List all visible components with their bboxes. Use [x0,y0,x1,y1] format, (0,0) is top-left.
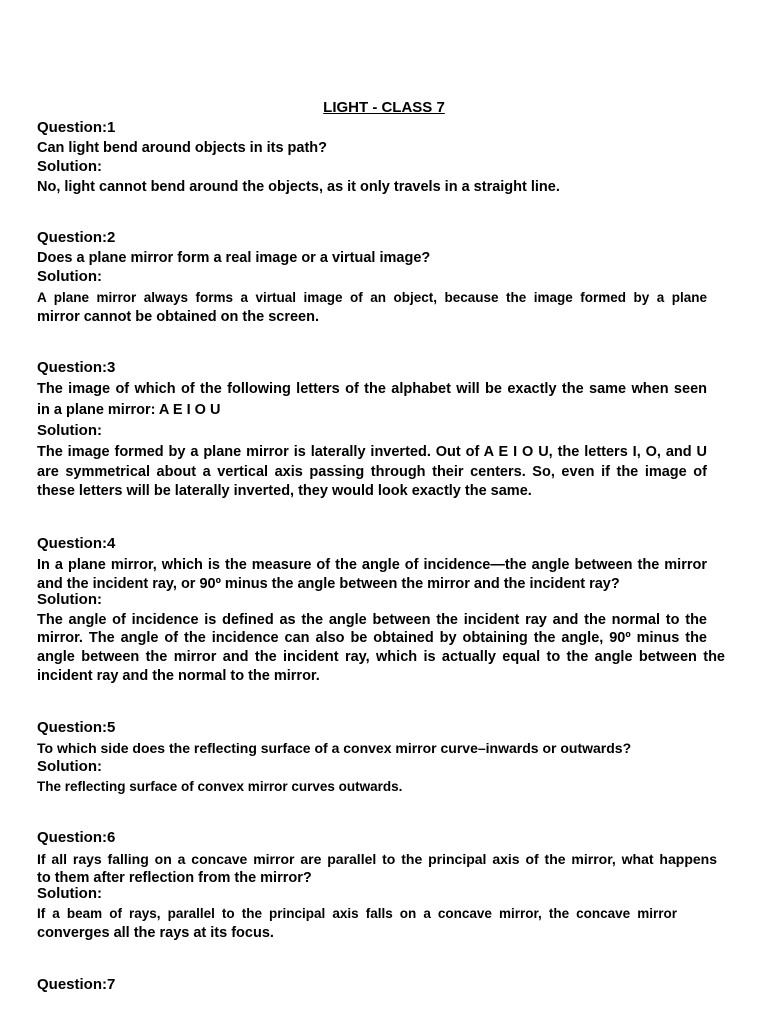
question-text: In a plane mirror, which is the measure of the angle of incidence—the angle between the mirror [37,557,707,573]
solution-text: The angle of incidence is defined as the angle between the incident ray and the normal to the [37,612,707,628]
solution-text: angle between the mirror and the incident ray, which is actually equal to the angle between the [37,649,725,665]
solution-text: these letters will be laterally inverted, they would look exactly the same. [37,483,532,499]
solution-label: Solution: [37,158,102,175]
solution-label: Solution: [37,758,102,775]
solution-text: The image formed by a plane mirror is laterally inverted. Out of A E I O U, the letters I, O, and U [37,444,707,460]
solution-label: Solution: [37,422,102,439]
solution-text: No, light cannot bend around the objects, as it only travels in a straight line. [37,179,560,195]
solution-text: are symmetrical about a vertical axis passing through their centers. So, even if the image of [37,464,707,480]
question-label: Question:5 [37,719,116,736]
question-label: Question:4 [37,535,116,552]
question-text: Does a plane mirror form a real image or a virtual image? [37,250,431,266]
question-text: The image of which of the following letters of the alphabet will be exactly the same when seen [37,381,707,397]
question-text: If all rays falling on a concave mirror are parallel to the principal axis of the mirror, what happens [37,851,717,867]
document-title: LIGHT - CLASS 7 [323,99,445,116]
solution-text: A plane mirror always forms a virtual image of an object, because the image formed by a plane [37,290,707,305]
question-text: in a plane mirror: A E I O U [37,402,221,418]
question-label: Question:3 [37,359,116,376]
question-text: To which side does the reflecting surface of a convex mirror curve–inwards or outwards? [37,740,632,756]
question-label: Question:7 [37,976,116,993]
solution-label: Solution: [37,268,102,285]
solution-text: converges all the rays at its focus. [37,925,274,941]
solution-text: If a beam of rays, parallel to the principal axis falls on a concave mirror, the concave mirror [37,906,677,921]
solution-text: incident ray and the normal to the mirror. [37,668,320,684]
question-label: Question:1 [37,119,116,136]
question-text: Can light bend around objects in its path? [37,140,327,156]
solution-label: Solution: [37,591,102,608]
solution-text: mirror. The angle of the incidence can also be obtained by obtaining the angle, 90º minus the [37,630,707,646]
solution-label: Solution: [37,885,102,902]
solution-text: mirror cannot be obtained on the screen. [37,309,319,325]
solution-text: The reflecting surface of convex mirror curves outwards. [37,779,403,794]
question-text: to them after reflection from the mirror? [37,870,312,886]
question-label: Question:6 [37,829,116,846]
question-text: and the incident ray, or 90º minus the angle between the mirror and the incident ray? [37,576,620,592]
question-label: Question:2 [37,229,116,246]
